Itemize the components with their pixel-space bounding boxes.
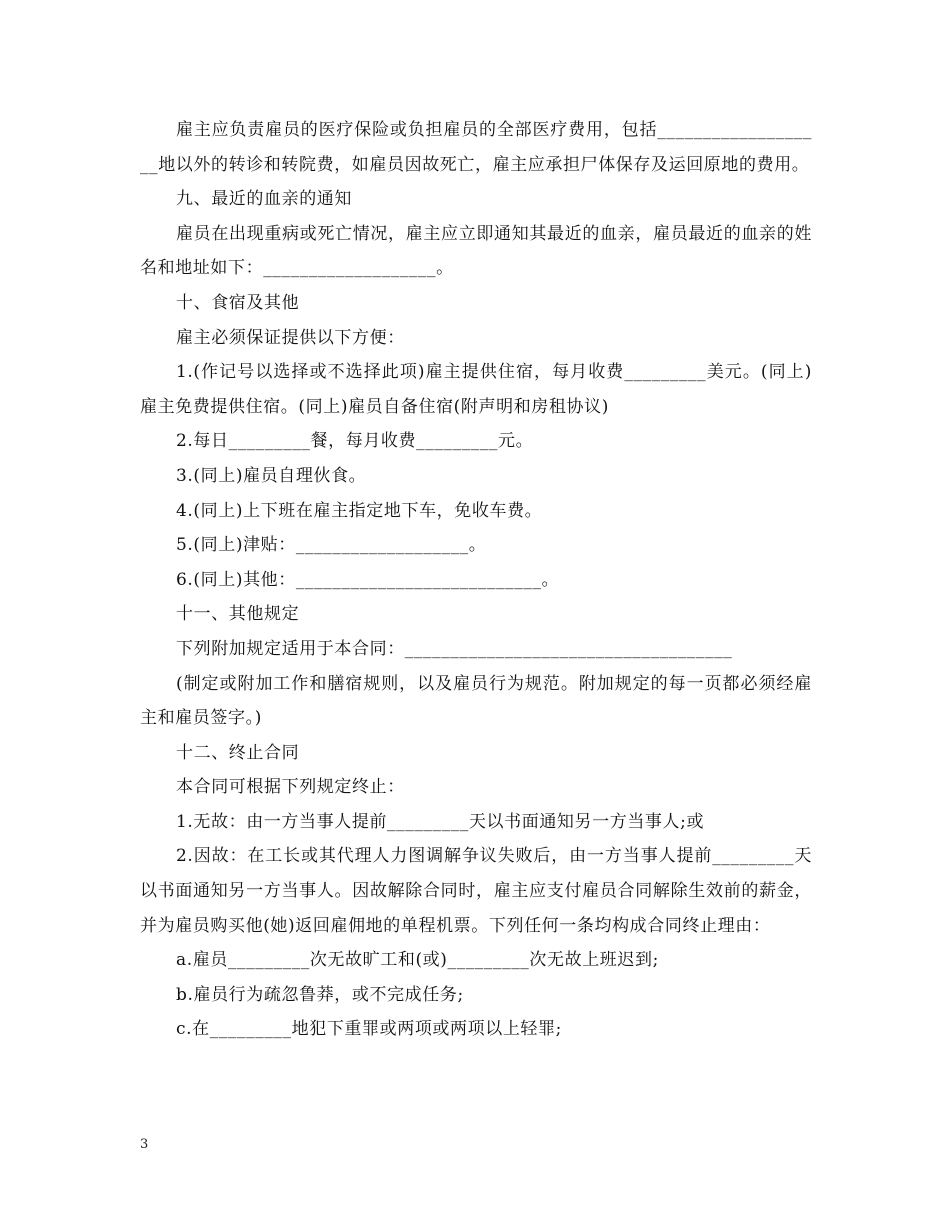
list-item-self-meals: 3.(同上)雇员自理伙食。 [176, 465, 367, 486]
list-item-accommodation: 1.(作记号以选择或不选择此项)雇主提供住宿，每月收费_________美元。(同上)雇主免费提供住宿。(同上)雇员自备住宿(附声明和房租协议) [140, 362, 812, 417]
list-item-allowance: 5.(同上)津贴：___________________。 [176, 535, 487, 556]
section-heading-11: 十一、其他规定 [176, 604, 300, 625]
list-item-crime: c.在_________地犯下重罪或两项或两项以上轻罪; [176, 1019, 562, 1040]
section-heading-9: 九、最近的血亲的通知 [176, 189, 352, 210]
list-item-termination-with-cause: 2.因故：在工长或其代理人力图调解争议失败后，由一方当事人提前_________天以书面通知另一方当事人。因故解除合同时，雇主应支付雇员合同解除生效前的薪金，并为雇员购买他(她)返回雇佣地的单程机票。下列任何一条均构成合同终止理由： [140, 846, 812, 936]
list-item-absence: a.雇员_________次无故旷工和(或)_________次无故上班迟到; [176, 950, 659, 971]
paragraph-next-of-kin: 雇员在出现重病或死亡情况，雇主应立即通知其最近的血亲，雇员最近的血亲的姓名和地址如下：___________________。 [140, 223, 812, 279]
page-number: 3 [140, 1137, 149, 1152]
paragraph-medical-insurance: 雇主应负责雇员的医疗保险或负担雇员的全部医疗费用，包括___________________地以外的转诊和转院费，如雇员因故死亡，雇主应承担尸体保存及运回原地的费用。 [140, 120, 812, 175]
paragraph-additional-rules-note: (制定或附加工作和膳宿规则，以及雇员行为规范。附加规定的每一页都必须经雇主和雇员签字。) [140, 673, 812, 729]
list-item-other: 6.(同上)其他：___________________________。 [176, 569, 560, 590]
section-heading-12: 十二、终止合同 [176, 742, 300, 763]
section-heading-10: 十、食宿及其他 [176, 292, 300, 313]
paragraph-additional-rules: 下列附加规定适用于本合同：____________________________________ [176, 638, 733, 659]
document-body [140, 113, 812, 1047]
list-item-termination-without-cause: 1.无故：由一方当事人提前_________天以书面通知另一方当事人;或 [176, 811, 705, 832]
paragraph-termination-intro: 本合同可根据下列规定终止： [176, 777, 405, 798]
list-item-negligence: b.雇员行为疏忽鲁莽，或不完成任务; [176, 984, 464, 1005]
list-item-meals: 2.每日_________餐，每月收费_________元。 [176, 431, 534, 452]
paragraph-facilities-intro: 雇主必须保证提供以下方便： [176, 327, 405, 348]
list-item-transport: 4.(同上)上下班在雇主指定地下车，免收车费。 [176, 500, 543, 521]
